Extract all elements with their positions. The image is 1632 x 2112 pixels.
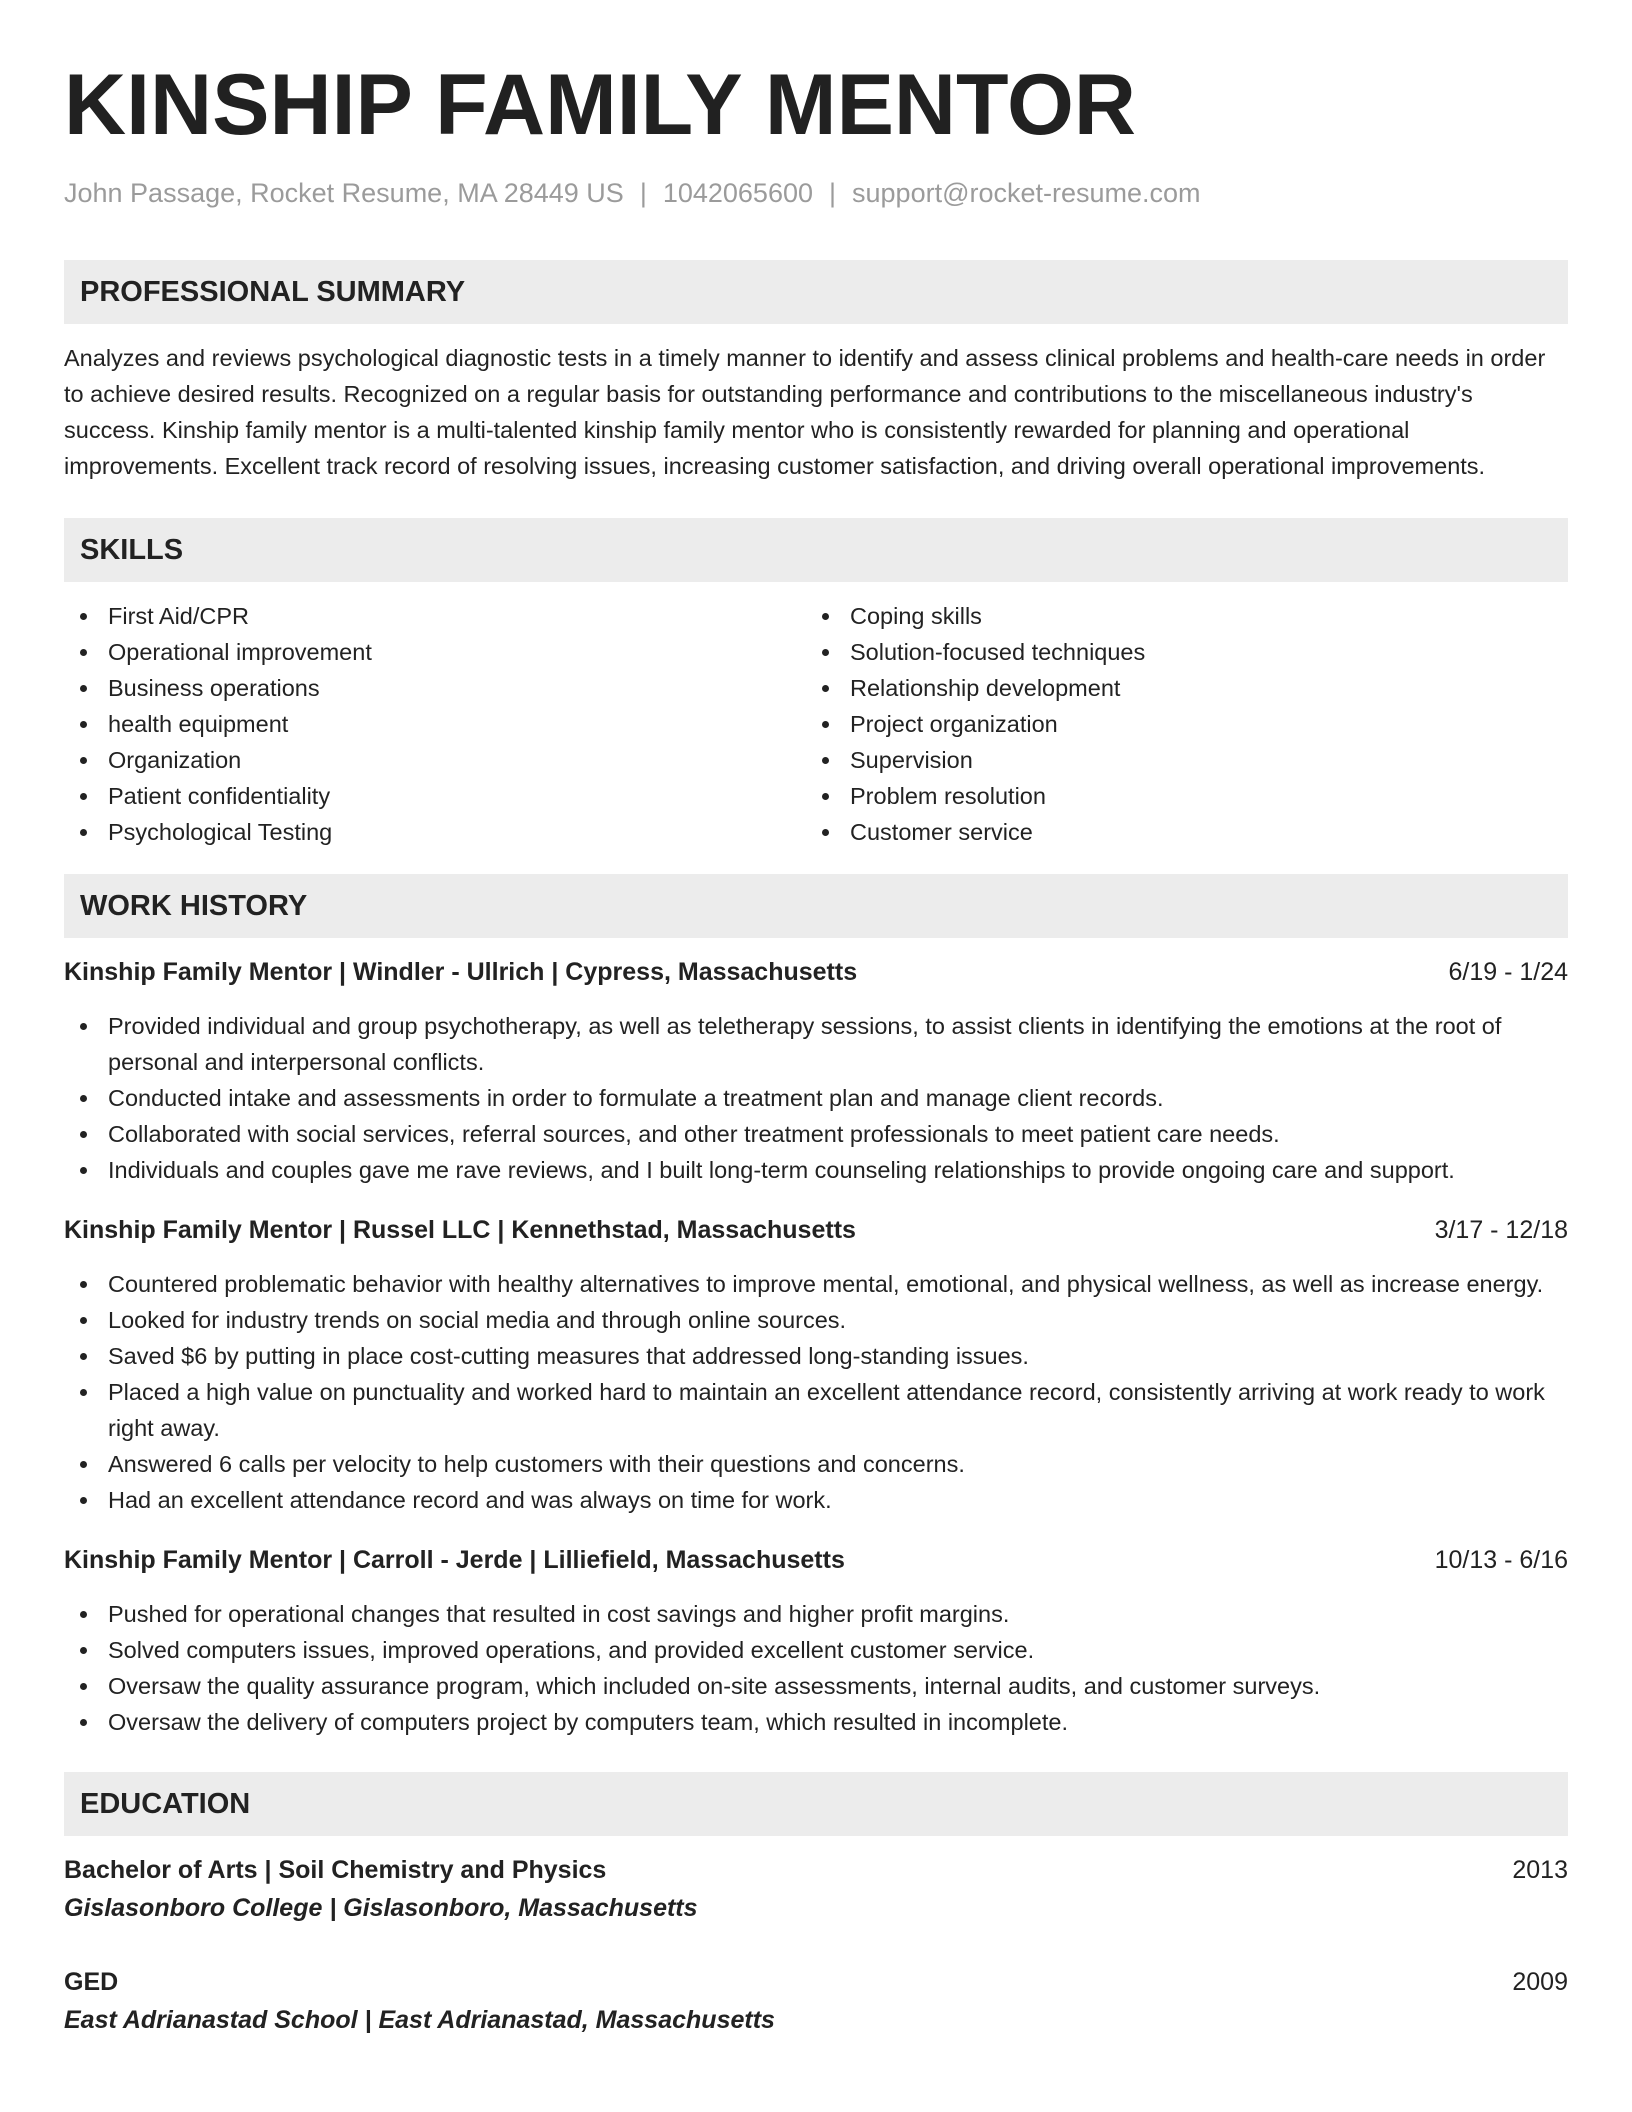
skill-item: Relationship development bbox=[806, 670, 1548, 706]
skill-item: Operational improvement bbox=[64, 634, 806, 670]
job-title: Kinship Family Mentor | Windler - Ullrich | Cypress, Massachusetts bbox=[64, 958, 858, 986]
job-header bbox=[64, 1212, 1568, 1248]
education-school: East Adrianastad School | East Adrianastad, Massachusetts bbox=[64, 2006, 775, 2034]
skill-item: Solution-focused techniques bbox=[806, 634, 1548, 670]
job-bullet: Conducted intake and assessments in order to formulate a treatment plan and manage client records. bbox=[64, 1080, 1568, 1116]
job-bullet: Placed a high value on punctuality and worked hard to maintain an excellent attendance record, consistently arriving at work ready to work right away. bbox=[64, 1374, 1568, 1446]
contact-phone: 1042065600 bbox=[662, 178, 813, 208]
job-entry bbox=[64, 1542, 1568, 1740]
job-bullets bbox=[64, 1266, 1568, 1518]
skill-item: health equipment bbox=[64, 706, 806, 742]
contact-email: support@rocket-resume.com bbox=[852, 178, 1201, 208]
job-date: 6/19 - 1/24 bbox=[1448, 958, 1568, 986]
job-bullet: Looked for industry trends on social media and through online sources. bbox=[64, 1302, 1568, 1338]
job-bullets bbox=[64, 1008, 1568, 1188]
job-header bbox=[64, 1542, 1568, 1578]
skill-item: Customer service bbox=[806, 814, 1548, 850]
job-title: Kinship Family Mentor | Carroll - Jerde | Lilliefield, Massachusetts bbox=[64, 1546, 845, 1574]
section-header-skills: SKILLS bbox=[64, 518, 1568, 582]
education-entry bbox=[64, 1852, 1568, 1926]
skill-item: Problem resolution bbox=[806, 778, 1548, 814]
job-title: Kinship Family Mentor | Russel LLC | Kennethstad, Massachusetts bbox=[64, 1216, 856, 1244]
job-bullet: Collaborated with social services, referral sources, and other treatment professionals to meet patient care needs. bbox=[64, 1116, 1568, 1152]
section-header-work-history: WORK HISTORY bbox=[64, 874, 1568, 938]
education-header bbox=[64, 1852, 1568, 1888]
skill-item: Coping skills bbox=[806, 598, 1548, 634]
section-header-education: EDUCATION bbox=[64, 1772, 1568, 1836]
education-entry bbox=[64, 1964, 1568, 2038]
resume-name: KINSHIP FAMILY MENTOR bbox=[64, 57, 1137, 153]
summary-text: Analyzes and reviews psychological diagnostic tests in a timely manner to identify and assess clinical problems and health-care needs in order to achieve desired results. Recognized on a regular basis for outstanding performance and contributions to the miscellaneous industry's success. Kinship family mentor is a multi-talented kinship family mentor who is consistently rewarded for planning and operational improvements. Excellent track record of resolving issues, increasing customer satisfaction, and driving overall operational improvements. bbox=[64, 345, 1546, 479]
skills-column-right bbox=[806, 598, 1548, 850]
education-date: 2013 bbox=[1512, 1856, 1568, 1884]
job-entry bbox=[64, 1212, 1568, 1518]
job-bullet: Pushed for operational changes that resulted in cost savings and higher profit margins. bbox=[64, 1596, 1568, 1632]
job-bullet: Oversaw the quality assurance program, which included on-site assessments, internal audits, and customer surveys. bbox=[64, 1668, 1568, 1704]
skill-item: Organization bbox=[64, 742, 806, 778]
contact-separator: | bbox=[829, 178, 837, 208]
job-bullet: Oversaw the delivery of computers project by computers team, which resulted in incomplete. bbox=[64, 1704, 1568, 1740]
job-entry bbox=[64, 954, 1568, 1188]
skills-column-left bbox=[64, 598, 806, 850]
education-school: Gislasonboro College | Gislasonboro, Massachusetts bbox=[64, 1894, 698, 1922]
contact-address: John Passage, Rocket Resume, MA 28449 US bbox=[64, 178, 624, 208]
job-date: 3/17 - 12/18 bbox=[1434, 1216, 1568, 1244]
skill-item: First Aid/CPR bbox=[64, 598, 806, 634]
job-bullet: Answered 6 calls per velocity to help customers with their questions and concerns. bbox=[64, 1446, 1568, 1482]
education-degree: GED bbox=[64, 1968, 119, 1996]
job-bullet: Individuals and couples gave me rave reviews, and I built long-term counseling relationships to provide ongoing care and support. bbox=[64, 1152, 1568, 1188]
section-header-summary: PROFESSIONAL SUMMARY bbox=[64, 260, 1568, 324]
education-degree: Bachelor of Arts | Soil Chemistry and Physics bbox=[64, 1856, 607, 1884]
job-bullets bbox=[64, 1596, 1568, 1740]
skills-list bbox=[64, 598, 1568, 850]
job-date: 10/13 - 6/16 bbox=[1434, 1546, 1568, 1574]
skill-item: Supervision bbox=[806, 742, 1548, 778]
skill-item: Psychological Testing bbox=[64, 814, 806, 850]
skill-item: Project organization bbox=[806, 706, 1548, 742]
education-header bbox=[64, 1964, 1568, 2000]
contact-line bbox=[64, 176, 1568, 210]
skill-item: Patient confidentiality bbox=[64, 778, 806, 814]
job-header bbox=[64, 954, 1568, 990]
job-bullet: Countered problematic behavior with healthy alternatives to improve mental, emotional, and physical wellness, as well as increase energy. bbox=[64, 1266, 1568, 1302]
job-bullet: Provided individual and group psychotherapy, as well as teletherapy sessions, to assist clients in identifying the emotions at the root of personal and interpersonal conflicts. bbox=[64, 1008, 1568, 1080]
job-bullet: Saved $6 by putting in place cost-cutting measures that addressed long-standing issues. bbox=[64, 1338, 1568, 1374]
contact-separator: | bbox=[639, 178, 647, 208]
skill-item: Business operations bbox=[64, 670, 806, 706]
job-bullet: Had an excellent attendance record and was always on time for work. bbox=[64, 1482, 1568, 1518]
education-date: 2009 bbox=[1512, 1968, 1568, 1996]
job-bullet: Solved computers issues, improved operations, and provided excellent customer service. bbox=[64, 1632, 1568, 1668]
